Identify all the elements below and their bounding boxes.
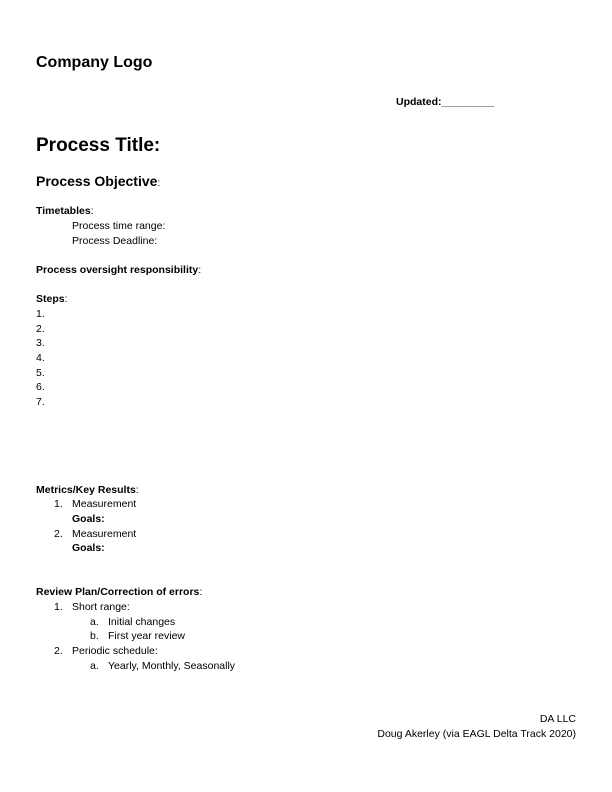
oversight-heading [36, 265, 201, 276]
footer-credit: Doug Akerley (via EAGL Delta Track 2020) [377, 728, 576, 740]
step-number: 7. [36, 396, 45, 408]
colon: : [157, 177, 161, 189]
time-range-line: Process time range: [72, 220, 166, 232]
steps-label: Steps [36, 293, 65, 305]
process-objective-label: Process Objective [36, 173, 158, 189]
metric-number: 2. [54, 528, 63, 540]
review-heading [36, 587, 202, 598]
updated-blank: _________ [441, 96, 495, 108]
step-number: 1. [36, 308, 45, 320]
process-title-label: Process Title: [36, 135, 161, 156]
review-sub-letter: a. [90, 660, 99, 672]
company-logo: Company Logo [36, 54, 153, 71]
review-sub-letter: a. [90, 616, 99, 628]
colon: : [135, 484, 139, 496]
review-sub-letter: b. [90, 630, 99, 642]
colon: : [64, 293, 68, 305]
step-number: 5. [36, 367, 45, 379]
metric-number: 1. [54, 498, 63, 510]
metrics-label: Metrics/Key Results [36, 484, 136, 496]
colon: : [198, 264, 202, 276]
review-sub-text: Yearly, Monthly, Seasonally [108, 660, 236, 672]
metric-measurement: Measurement [72, 528, 137, 540]
step-number: 6. [36, 381, 45, 393]
review-item-text: Short range: [72, 601, 130, 613]
timetables-heading [36, 206, 94, 217]
colon: : [90, 205, 94, 217]
process-objective [36, 174, 160, 189]
step-number: 4. [36, 352, 45, 364]
metric-goals: Goals: [72, 542, 105, 554]
updated-field [396, 97, 494, 108]
review-label: Review Plan/Correction of errors [36, 586, 200, 598]
review-sub-text: First year review [108, 630, 186, 642]
deadline-line: Process Deadline: [72, 235, 158, 247]
metrics-heading [36, 485, 139, 496]
review-sub-text: Initial changes [108, 616, 176, 628]
updated-label: Updated: [396, 96, 442, 108]
metric-goals: Goals: [72, 513, 105, 525]
step-number: 2. [36, 323, 45, 335]
metric-measurement: Measurement [72, 498, 137, 510]
review-item-number: 1. [54, 601, 63, 613]
oversight-label: Process oversight responsibility [36, 264, 199, 276]
review-item-text: Periodic schedule: [72, 645, 158, 657]
colon: : [199, 586, 203, 598]
step-number: 3. [36, 337, 45, 349]
timetables-label: Timetables [36, 205, 91, 217]
footer-company: DA LLC [539, 713, 576, 725]
steps-heading [36, 294, 68, 305]
review-item-number: 2. [54, 645, 63, 657]
